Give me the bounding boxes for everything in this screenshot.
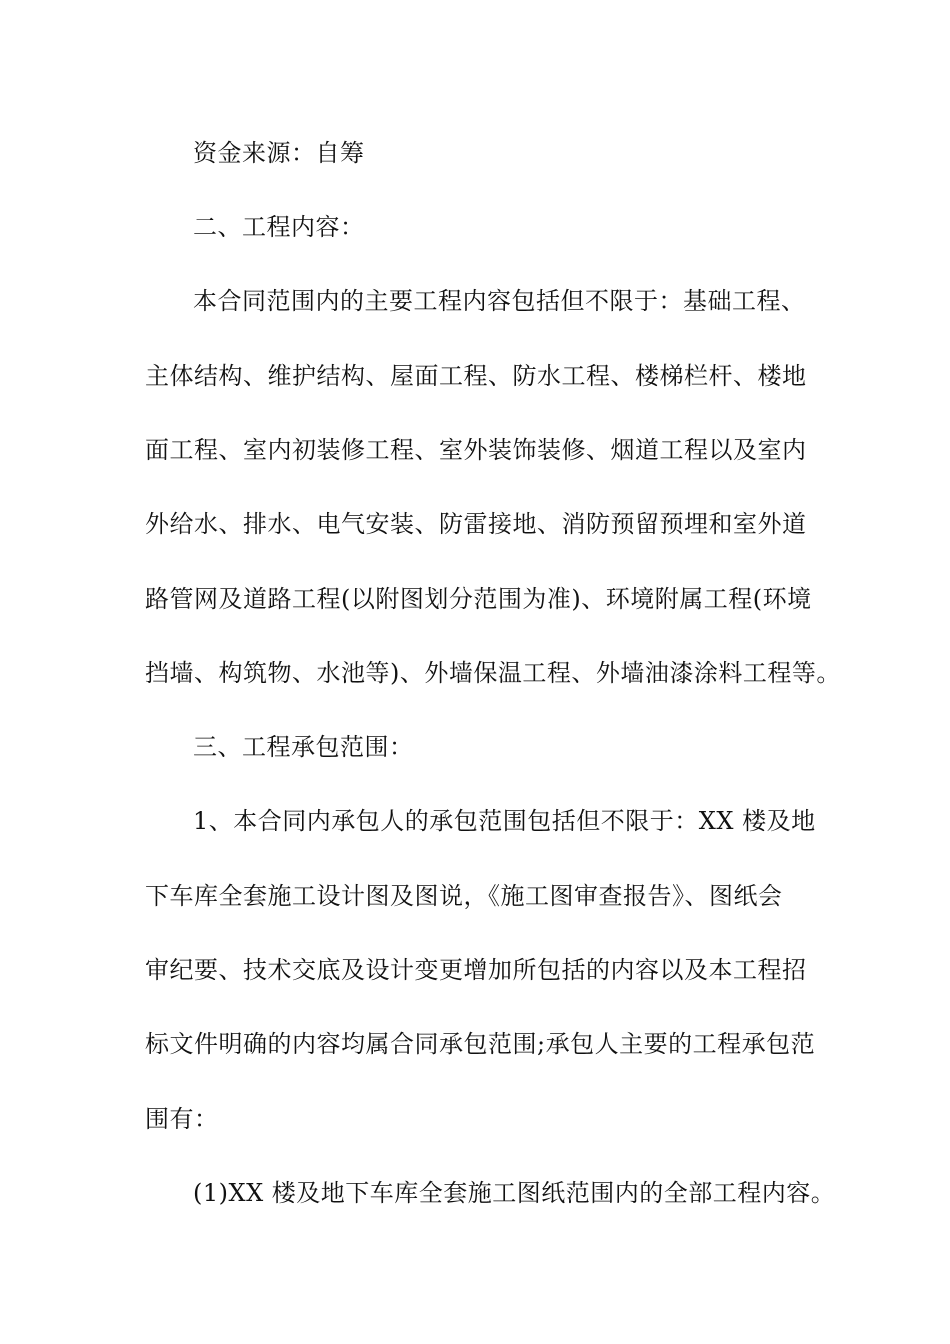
paragraph-line: 主体结构、维护结构、屋面工程、防水工程、楼梯栏杆、楼地 <box>145 362 807 390</box>
paragraph-line: 审纪要、技术交底及设计变更增加所包括的内容以及本工程招 <box>145 956 807 984</box>
paragraph-line: 围有： <box>145 1105 219 1133</box>
paragraph-line: 标文件明确的内容均属合同承包范围;承包人主要的工程承包范 <box>145 1030 816 1058</box>
paragraph-line: 面工程、室内初装修工程、室外装饰装修、烟道工程以及室内 <box>145 436 807 464</box>
paragraph-line: 外给水、排水、电气安装、防雷接地、消防预留预埋和室外道 <box>145 510 807 538</box>
paragraph-line: 本合同范围内的主要工程内容包括但不限于：基础工程、 <box>193 287 806 315</box>
paragraph-line: 下车库全套施工设计图及图说，《施工图审查报告》、图纸会 <box>145 882 783 910</box>
funding-source-line: 资金来源：自筹 <box>193 139 365 167</box>
paragraph-line: 路管网及道路工程(以附图划分范围为准)、环境附属工程(环境 <box>145 585 812 613</box>
paragraph-line: 1、本合同内承包人的承包范围包括但不限于：XX 楼及地 <box>193 807 816 835</box>
list-item-line: (1)XX 楼及地下车库全套施工图纸范围内的全部工程内容。 <box>193 1179 836 1207</box>
paragraph-line: 挡墙、构筑物、水池等)、外墙保温工程、外墙油漆涂料工程等。 <box>145 659 841 687</box>
section-heading-contract-scope: 三、工程承包范围： <box>193 733 414 761</box>
section-heading-project-content: 二、工程内容： <box>193 213 365 241</box>
